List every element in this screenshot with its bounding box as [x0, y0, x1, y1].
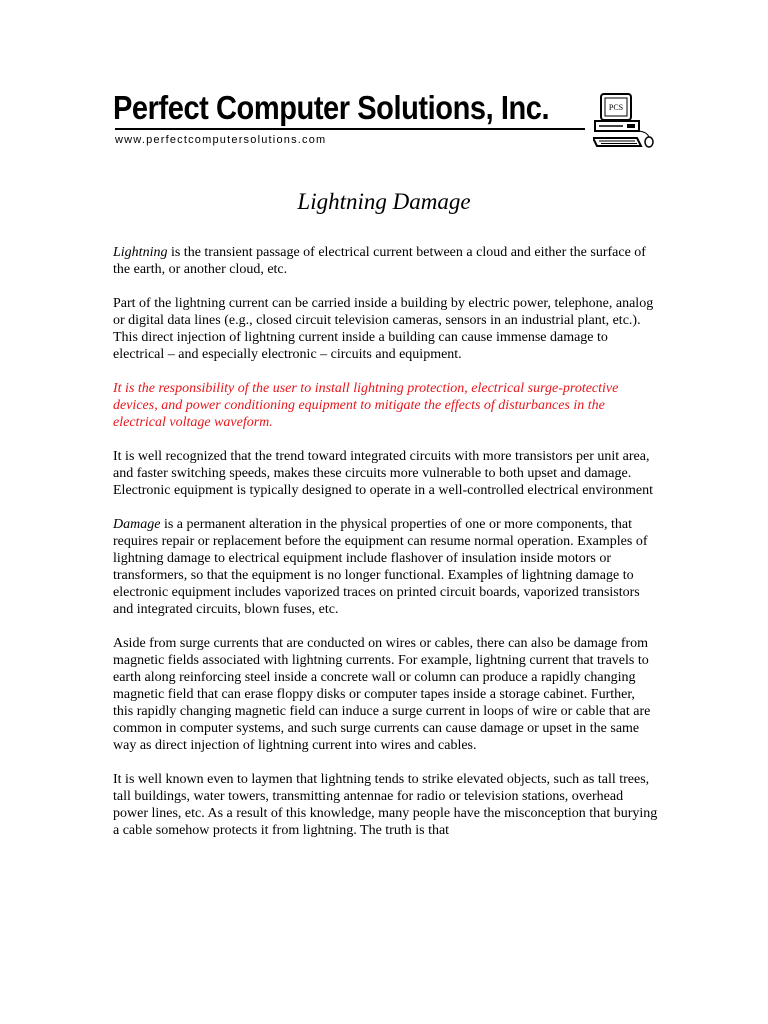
company-name: Perfect Computer Solutions, Inc.: [113, 89, 550, 126]
paragraph-elevated-objects: It is well known even to laymen that lightning tends to strike elevated objects, such as tall trees, tall buildings, water towers, transmitting antennae for radio or television stations, overhead power lines, etc. As a result of this knowledge, many people have the misconception that burying a cable somehow protects it from lightning. The truth is that: [113, 772, 658, 838]
paragraph-magnetic-fields: Aside from surge currents that are conducted on wires or cables, there can also be damage from magnetic fields associated with lightning currents. For example, lightning current that travels to earth along reinforcing steel inside a concrete wall or column can produce a rapidly changing magnetic field that can erase floppy disks or computer tapes inside a storage cabinet. Further, this rapidly changing magnetic field can induce a surge current in loops of wire or cable that are common in computer systems, and such surge currents can cause damage or upset in the same way as direct injection of lightning current into wires and cables.: [113, 636, 651, 753]
document-body: [113, 244, 658, 856]
paragraph-electronic-environment: Electronic equipment is typically designed to operate in a well-controlled electrical environment: [113, 483, 653, 498]
document-title: Lightning Damage: [297, 189, 471, 214]
term-lightning: Lightning: [113, 245, 168, 260]
paragraph-building-injection: Part of the lightning current can be carried inside a building by electric power, telephone, analog or digital data lines (e.g., closed circuit television cameras, sensors in an industrial plant, etc.). This direct injection of lightning current inside a building can cause immense damage to electrical – and especially electronic – circuits and equipment.: [113, 296, 654, 362]
paragraph-damage-definition: [113, 516, 658, 618]
logo-text: PCS: [608, 103, 624, 112]
term-damage: Damage: [113, 517, 161, 532]
paragraph-integrated-circuits: It is well recognized that the trend toward integrated circuits with more transistors per unit area, and faster switching speeds, makes these circuits more vulnerable to both upset and damage.: [113, 449, 650, 481]
paragraph-text: is a permanent alteration in the physical properties of one or more components, that requires repair or replacement before the equipment can resume normal operation. Examples of lightning damage to electrical equipment include flashover of insulation inside motors or transformers, so that the equipment is no longer functional. Examples of lightning damage to electronic equipment includes vaporized traces on printed circuit boards, vaporized transistors and integrated circuits, blown fuses, etc.: [113, 517, 648, 617]
paragraph-text: is the transient passage of electrical current between a cloud and either the surface of the earth, or another cloud, etc.: [113, 245, 646, 277]
computer-logo-icon: [593, 88, 655, 150]
warning-paragraph: It is the responsibility of the user to install lightning protection, electrical surge-protective devices, and power conditioning equipment to mitigate the effects of disturbances in the electrical voltage waveform.: [113, 381, 619, 430]
paragraph-lightning-definition: [113, 244, 658, 278]
header-rule: [115, 128, 585, 130]
letterhead: [113, 88, 658, 150]
company-website: www.perfectcomputersolutions.com: [115, 134, 327, 146]
